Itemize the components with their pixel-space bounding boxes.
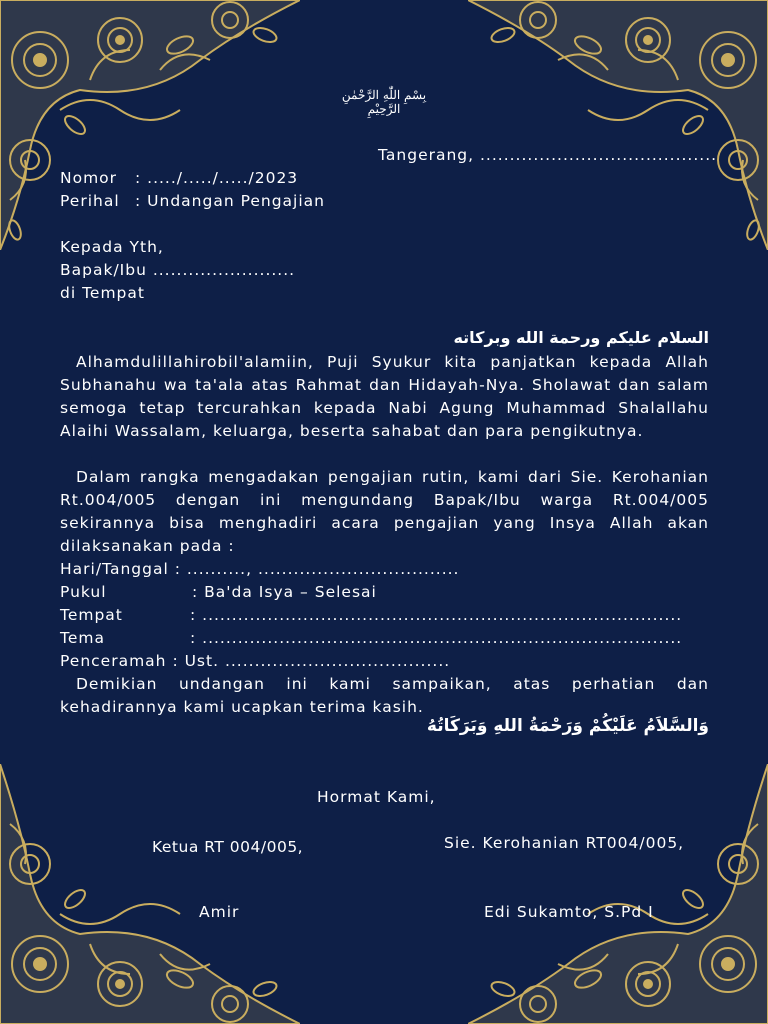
salam-opening: السلام عليكم ورحمة الله وبركاته <box>453 328 709 347</box>
event-details <box>60 558 709 673</box>
gold-lace-corner-icon <box>468 0 768 250</box>
detail-value: : ................................................................................. <box>190 606 683 624</box>
place-date: Tangerang, ........................................ <box>378 146 718 164</box>
closing-greeting: Hormat Kami, <box>317 788 436 806</box>
salam-closing: وَالسَّلاَمُ عَلَيْكُمْ وَرَحْمَةُ اللهِ وَبَرَكَاتُهُ <box>426 716 709 736</box>
detail-label: Tema <box>60 629 105 647</box>
recipient-line-1: Kepada Yth, <box>60 238 164 256</box>
nomor-label: Nomor <box>60 169 118 187</box>
recipient-line-3: di Tempat <box>60 284 145 302</box>
paragraph-opening: Alhamdulillahirobil'alamiin, Puji Syukur kita panjatkan kepada Allah Subhanahu wa ta'ala atas Rahmat dan Hidayah-Nya. Sholawat dan salam semoga tetap tercurahkan kepada Nabi Agung Muhammad Shalallahu Alaihi Wassalam, keluarga, beserta sahabat dan para pengikutnya. <box>60 353 709 440</box>
nomor-line <box>60 169 298 187</box>
detail-row-speaker <box>60 650 709 673</box>
basmalah-calligraphy: بِسْمِ اللّٰهِ الرَّحْمٰنِ الرَّحِيْمِ <box>341 88 427 116</box>
gold-lace-corner-icon <box>468 764 768 1024</box>
detail-row-theme <box>60 627 709 650</box>
signer-left-name: Amir <box>199 903 240 921</box>
nomor-value: : ...../...../...../2023 <box>135 169 299 187</box>
detail-label: Pukul <box>60 583 107 601</box>
paragraph-invitation: Dalam rangka mengadakan pengajian rutin, kami dari Sie. Kerohanian Rt.004/005 dengan ini mengundang Bapak/Ibu warga Rt.004/005 sekirannya bisa menghadiri acara pengajian yang Insya Allah akan dilaksanakan pada : <box>60 468 709 555</box>
detail-row-place <box>60 604 709 627</box>
perihal-line <box>60 192 325 210</box>
perihal-value: : Undangan Pengajian <box>135 192 325 210</box>
detail-label: Penceramah <box>60 652 167 670</box>
signer-left-title: Ketua RT 004/005, <box>152 838 304 856</box>
gold-lace-corner-icon <box>0 0 300 250</box>
detail-row-date <box>60 558 709 581</box>
signer-right-title: Sie. Kerohanian RT004/005, <box>444 834 685 852</box>
detail-label: Hari/Tanggal <box>60 560 169 578</box>
signer-right-name: Edi Sukamto, S.Pd I <box>484 903 654 921</box>
detail-value: : ................................................................................. <box>190 629 683 647</box>
detail-value: : Ba'da Isya – Selesai <box>192 583 377 601</box>
paragraph-closing: Demikian undangan ini kami sampaikan, atas perhatian dan kehadirannya kami ucapkan terima kasih. <box>60 675 709 716</box>
detail-row-time <box>60 581 709 604</box>
perihal-label: Perihal <box>60 192 120 210</box>
detail-value: : .........., .................................. <box>168 560 460 578</box>
gold-lace-corner-icon <box>0 764 300 1024</box>
recipient-line-2: Bapak/Ibu ........................ <box>60 261 296 279</box>
detail-label: Tempat <box>60 606 123 624</box>
detail-value: : Ust. ...................................... <box>166 652 451 670</box>
